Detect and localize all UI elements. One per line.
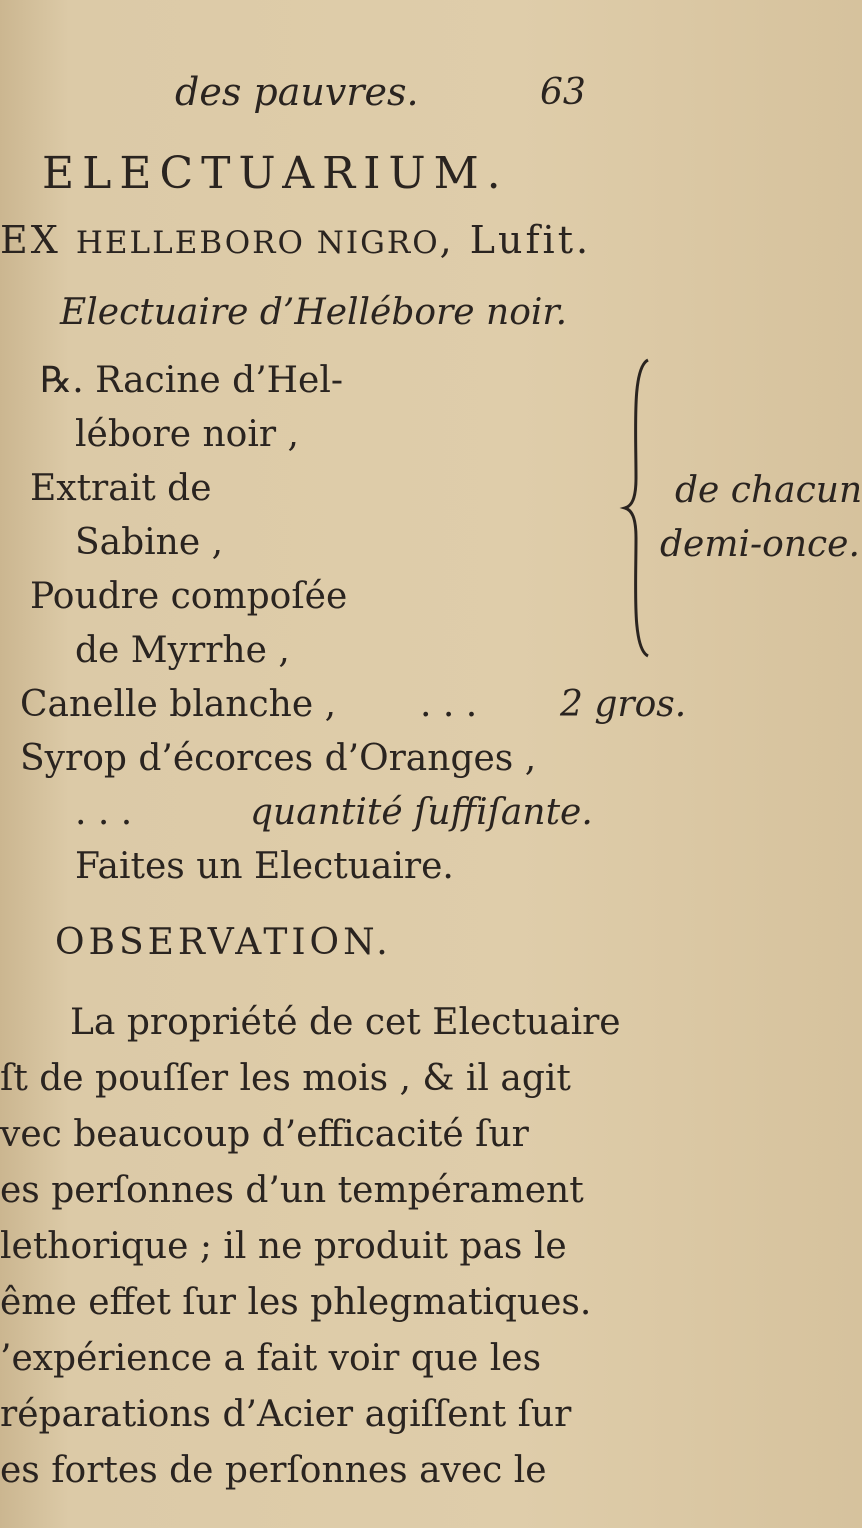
observation-line: réparations d’Acier agiſſent ſur — [0, 1394, 572, 1435]
observation-line: es fortes de perſonnes avec le — [0, 1450, 547, 1491]
instruction: Faites un Electuaire. — [75, 846, 454, 887]
subtitle-suffix: , Lufit. — [439, 218, 592, 262]
observation-line: es perſonnes d’un tempérament — [0, 1170, 584, 1211]
observation-line: ême effet ſur les phlegmatiques. — [0, 1282, 592, 1323]
ingredient-line: Poudre compoſée — [30, 576, 348, 617]
observation-heading: OBSERVATION. — [55, 922, 392, 963]
ingredient-line: de Myrrhe , — [75, 630, 290, 671]
curly-brace-icon — [622, 358, 652, 658]
observation-line: vec beaucoup d’efficacité ſur — [0, 1114, 529, 1155]
ingredient-line: Extrait de — [30, 468, 212, 509]
subtitle-drug: HELLEBORO NIGRO — [75, 225, 440, 261]
dose-dots: . . . — [420, 684, 478, 725]
observation-line: lethorique ; il ne produit pas le — [0, 1226, 567, 1267]
dose-syrop: quantité ſuffiſante. — [250, 792, 593, 833]
page-number: 63 — [540, 72, 586, 113]
ingredient-line: Sabine , — [75, 522, 224, 563]
ingredient-canelle: Canelle blanche , — [20, 684, 337, 725]
observation-line: ’expérience a fait voir que les — [0, 1338, 542, 1379]
subtitle-prefix: EX — [0, 218, 61, 262]
ingredient-syrop: Syrop d’écorces d’Oranges , — [20, 738, 537, 779]
observation-line: La propriété de cet Electuaire — [70, 1002, 621, 1043]
ingredient-line: ℞. Racine d’Hel- — [40, 360, 344, 401]
ingredient-line: lébore noir , — [75, 414, 299, 455]
running-title: des pauvres. — [175, 70, 419, 114]
observation-line: ſt de pouſſer les mois , & il agit — [0, 1058, 571, 1099]
dose-each-line: de chacun — [675, 470, 862, 511]
dose-each-line: demi-once. — [660, 524, 860, 565]
recipe-title: ELECTUARIUM. — [42, 148, 509, 199]
dose-dots: . . . — [75, 792, 133, 833]
recipe-subtitle — [0, 218, 591, 262]
dose-canelle: 2 gros. — [560, 684, 687, 725]
french-title: Electuaire d’Hellébore noir. — [60, 292, 568, 333]
